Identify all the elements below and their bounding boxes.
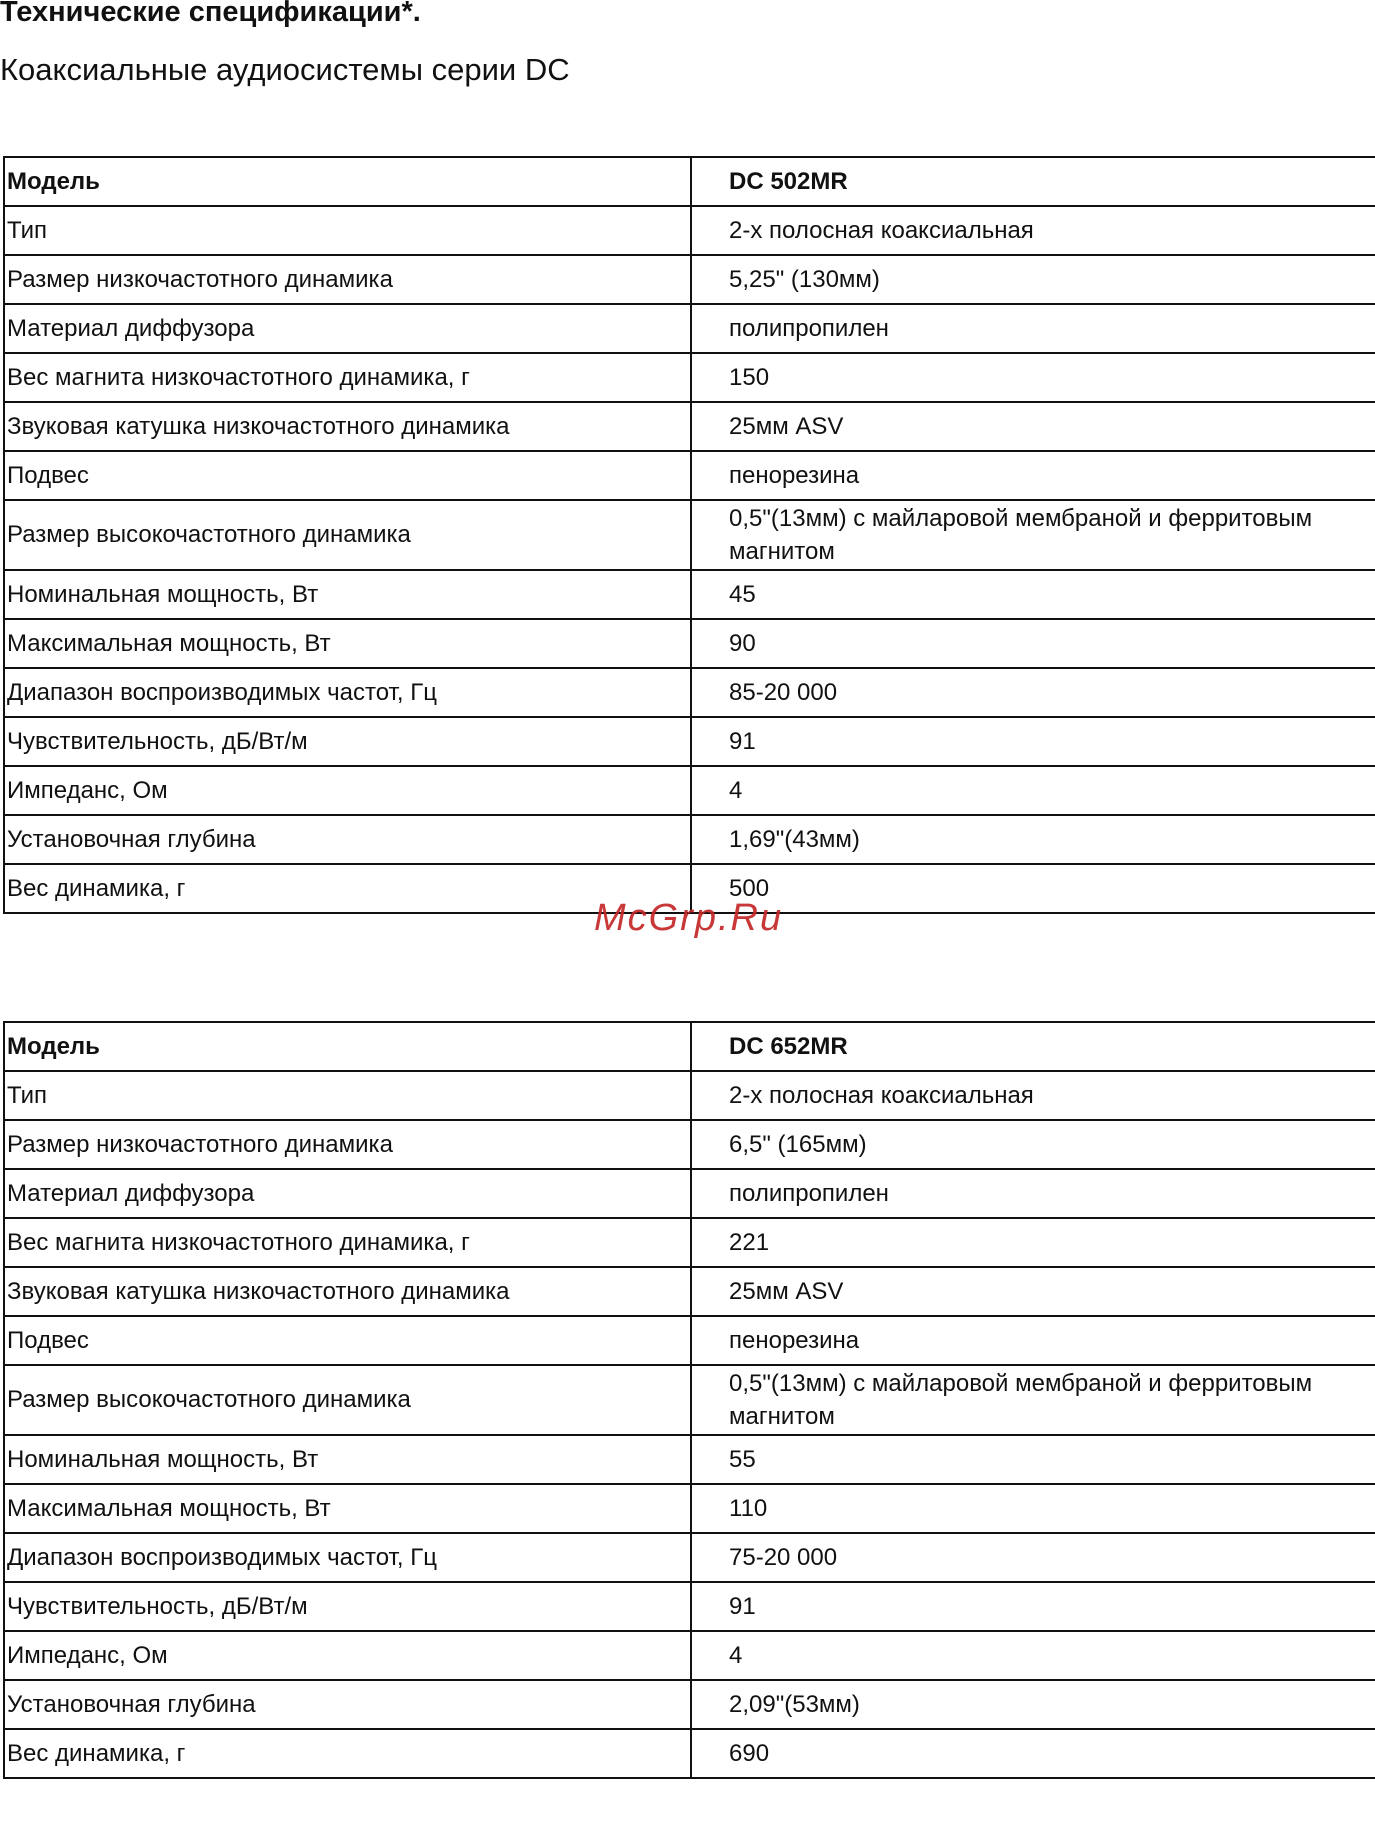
table-row <box>4 1680 1375 1729</box>
model-value-cell: DC 652MR <box>691 1022 1375 1071</box>
table-header-row <box>4 1022 1375 1071</box>
model-value-cell: DC 502MR <box>691 157 1375 206</box>
spec-label-cell: Материал диффузора <box>4 304 691 353</box>
spec-label-cell: Подвес <box>4 451 691 500</box>
spec-value-cell: 91 <box>691 717 1375 766</box>
spec-label-cell: Вес динамика, г <box>4 864 691 913</box>
spec-value-cell: 1,69"(43мм) <box>691 815 1375 864</box>
spec-label-cell: Размер низкочастотного динамика <box>4 1120 691 1169</box>
spec-label-cell: Максимальная мощность, Вт <box>4 619 691 668</box>
spec-label-cell: Звуковая катушка низкочастотного динамика <box>4 1267 691 1316</box>
table-row <box>4 1071 1375 1120</box>
watermark-text: McGrp.Ru <box>594 897 784 939</box>
model-label-cell: Модель <box>4 1022 691 1071</box>
spec-value-cell: полипропилен <box>691 1169 1375 1218</box>
table-row <box>4 1582 1375 1631</box>
table-row <box>4 402 1375 451</box>
spec-table-body <box>4 1022 1375 1778</box>
spec-label-cell: Размер высокочастотного динамика <box>4 1365 691 1435</box>
table-row <box>4 1365 1375 1435</box>
spec-label-cell: Тип <box>4 206 691 255</box>
table-row <box>4 1729 1375 1778</box>
spec-label-cell: Вес магнита низкочастотного динамика, г <box>4 353 691 402</box>
spec-label-cell: Установочная глубина <box>4 1680 691 1729</box>
table-row <box>4 1631 1375 1680</box>
spec-value-cell: 75-20 000 <box>691 1533 1375 1582</box>
spec-label-cell: Максимальная мощность, Вт <box>4 1484 691 1533</box>
spec-value-cell: 45 <box>691 570 1375 619</box>
table-row <box>4 1316 1375 1365</box>
table-row <box>4 766 1375 815</box>
table-row <box>4 1267 1375 1316</box>
table-row <box>4 1218 1375 1267</box>
spec-label-cell: Размер низкочастотного динамика <box>4 255 691 304</box>
spec-label-cell: Звуковая катушка низкочастотного динамика <box>4 402 691 451</box>
table-row <box>4 668 1375 717</box>
table-header-row <box>4 157 1375 206</box>
spec-label-cell: Импеданс, Ом <box>4 766 691 815</box>
spec-value-cell: 5,25" (130мм) <box>691 255 1375 304</box>
table-row <box>4 255 1375 304</box>
spec-label-cell: Чувствительность, дБ/Вт/м <box>4 717 691 766</box>
spec-value-cell: пенорезина <box>691 451 1375 500</box>
table-row <box>4 717 1375 766</box>
table-row <box>4 619 1375 668</box>
spec-value-cell: 25мм ASV <box>691 1267 1375 1316</box>
spec-value-cell: 2,09"(53мм) <box>691 1680 1375 1729</box>
spec-value-cell: 500 <box>691 864 1375 913</box>
document-subtitle: Коаксиальные аудиосистемы серии DC <box>0 52 570 87</box>
spec-value-cell: 4 <box>691 1631 1375 1680</box>
document-title: Технические спецификации*. <box>0 0 421 28</box>
table-row <box>4 451 1375 500</box>
spec-value-cell: полипропилен <box>691 304 1375 353</box>
spec-value-cell: 0,5"(13мм) с майларовой мембраной и ферритовым магнитом <box>691 500 1375 570</box>
table-row <box>4 1169 1375 1218</box>
spec-table-dc-652mr <box>3 1021 1375 1779</box>
spec-value-cell: 0,5"(13мм) с майларовой мембраной и ферритовым магнитом <box>691 1365 1375 1435</box>
spec-value-cell: 6,5" (165мм) <box>691 1120 1375 1169</box>
spec-label-cell: Диапазон воспроизводимых частот, Гц <box>4 1533 691 1582</box>
spec-label-cell: Импеданс, Ом <box>4 1631 691 1680</box>
table-row <box>4 1435 1375 1484</box>
spec-value-cell: 85-20 000 <box>691 668 1375 717</box>
spec-table-body <box>4 157 1375 913</box>
table-row <box>4 206 1375 255</box>
spec-label-cell: Размер высокочастотного динамика <box>4 500 691 570</box>
table-row <box>4 815 1375 864</box>
spec-label-cell: Номинальная мощность, Вт <box>4 570 691 619</box>
spec-table-dc-502mr <box>3 156 1375 914</box>
spec-label-cell: Диапазон воспроизводимых частот, Гц <box>4 668 691 717</box>
table-row <box>4 1120 1375 1169</box>
spec-value-cell: 2-х полосная коаксиальная <box>691 1071 1375 1120</box>
spec-value-cell: 221 <box>691 1218 1375 1267</box>
spec-value-cell: 90 <box>691 619 1375 668</box>
table-row <box>4 500 1375 570</box>
model-label-cell: Модель <box>4 157 691 206</box>
table-row <box>4 353 1375 402</box>
spec-label-cell: Установочная глубина <box>4 815 691 864</box>
spec-label-cell: Номинальная мощность, Вт <box>4 1435 691 1484</box>
spec-label-cell: Вес динамика, г <box>4 1729 691 1778</box>
spec-value-cell: 91 <box>691 1582 1375 1631</box>
table-row <box>4 570 1375 619</box>
spec-label-cell: Подвес <box>4 1316 691 1365</box>
table-row <box>4 304 1375 353</box>
spec-value-cell: 690 <box>691 1729 1375 1778</box>
spec-label-cell: Тип <box>4 1071 691 1120</box>
spec-value-cell: 55 <box>691 1435 1375 1484</box>
spec-value-cell: 150 <box>691 353 1375 402</box>
spec-label-cell: Материал диффузора <box>4 1169 691 1218</box>
spec-label-cell: Чувствительность, дБ/Вт/м <box>4 1582 691 1631</box>
spec-value-cell: 110 <box>691 1484 1375 1533</box>
spec-value-cell: пенорезина <box>691 1316 1375 1365</box>
spec-value-cell: 25мм ASV <box>691 402 1375 451</box>
spec-label-cell: Вес магнита низкочастотного динамика, г <box>4 1218 691 1267</box>
table-row <box>4 1484 1375 1533</box>
table-row <box>4 1533 1375 1582</box>
spec-value-cell: 2-х полосная коаксиальная <box>691 206 1375 255</box>
spec-value-cell: 4 <box>691 766 1375 815</box>
